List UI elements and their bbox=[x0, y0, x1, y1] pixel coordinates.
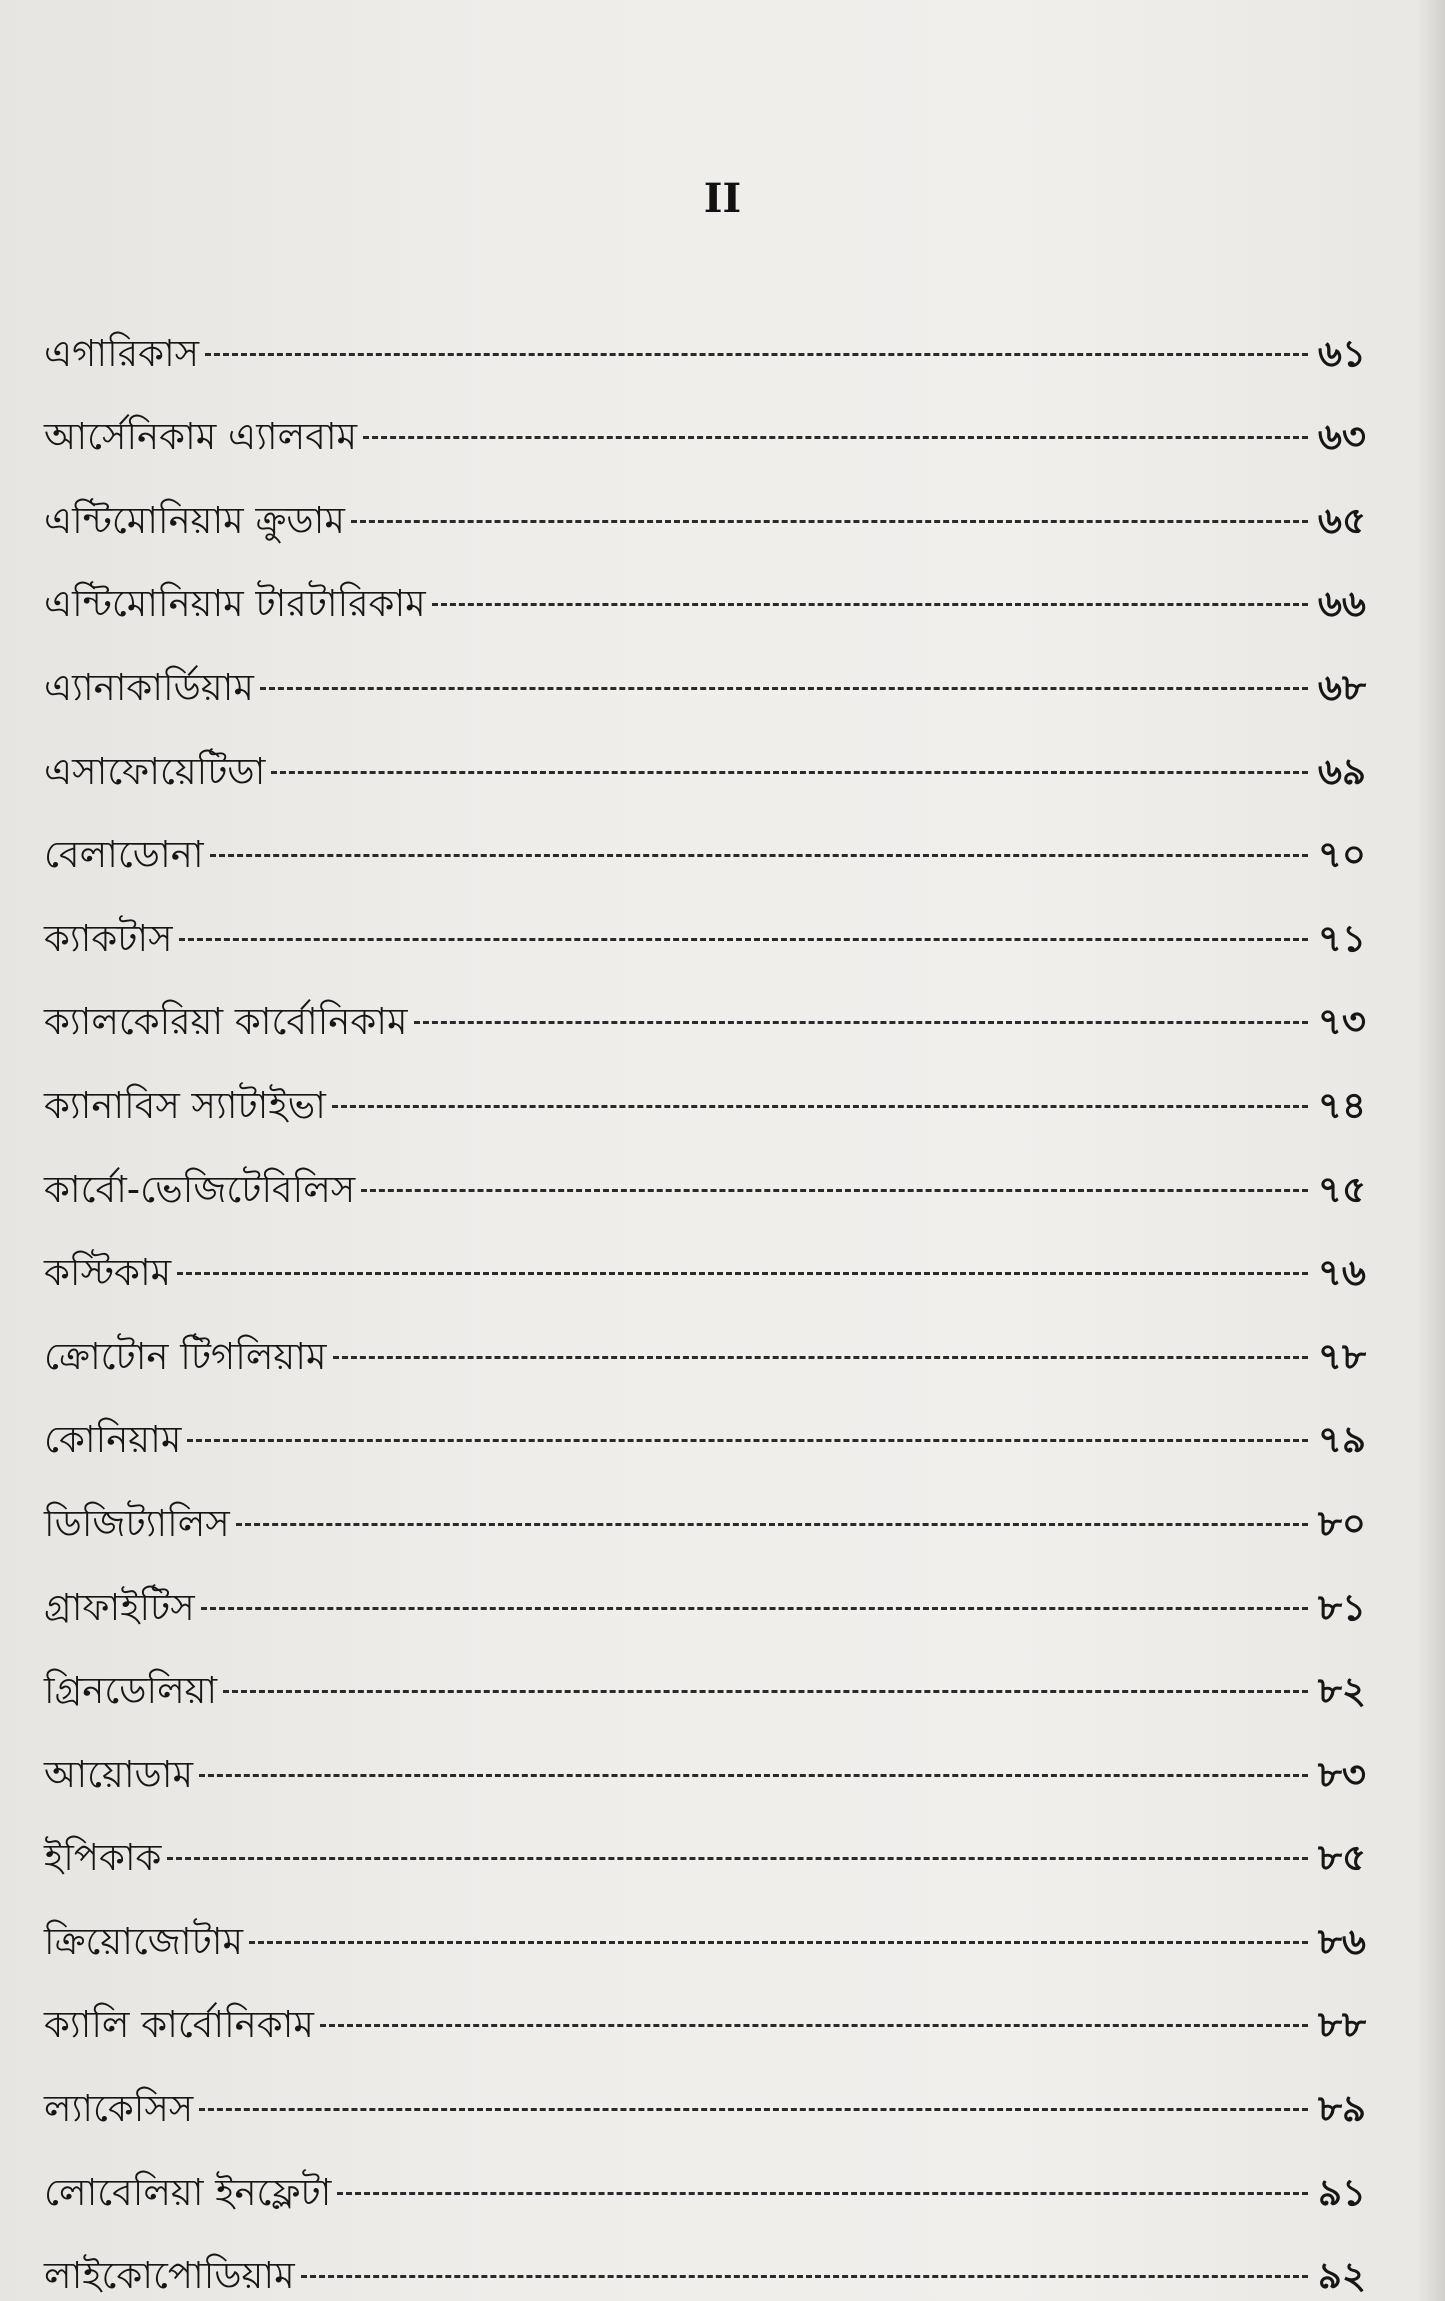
toc-entry-page: ৮৯ bbox=[1317, 2087, 1366, 2131]
toc-entry-title: আয়োডাম bbox=[44, 1752, 194, 1796]
toc-entry bbox=[44, 961, 1366, 1045]
toc-entry bbox=[44, 292, 1366, 376]
toc-entry bbox=[44, 2047, 1366, 2131]
dot-leader bbox=[187, 1439, 1308, 1442]
toc-entry-title: কোনিয়াম bbox=[44, 1418, 182, 1462]
toc-entry-title: ক্যাকটাস bbox=[44, 916, 173, 960]
dot-leader bbox=[271, 771, 1308, 774]
toc-entry bbox=[44, 1212, 1366, 1296]
toc-entry-title: লাইকোপোডিয়াম bbox=[44, 2254, 295, 2298]
dot-leader bbox=[351, 520, 1308, 523]
toc-entry bbox=[44, 626, 1366, 710]
toc-entry-title: কস্টিকাম bbox=[44, 1251, 172, 1295]
dot-leader bbox=[199, 2108, 1308, 2111]
toc-entry-title: ল্যাকেসিস bbox=[44, 2087, 194, 2131]
toc-entry-page: ৭৫ bbox=[1317, 1167, 1366, 1211]
dot-leader bbox=[432, 603, 1308, 606]
toc-entry-title: ক্যানাবিস স্যাটাইভা bbox=[44, 1083, 326, 1127]
dot-leader bbox=[337, 2192, 1308, 2195]
toc-entry bbox=[44, 2215, 1366, 2299]
toc-entry bbox=[44, 1128, 1366, 1212]
dot-leader bbox=[333, 1356, 1308, 1359]
toc-entry bbox=[44, 1462, 1366, 1546]
dot-leader bbox=[363, 436, 1308, 439]
toc-entry bbox=[44, 710, 1366, 794]
toc-entry-page: ৯১ bbox=[1317, 2170, 1366, 2214]
toc-entry-title: ডিজিট্যালিস bbox=[44, 1501, 230, 1545]
table-of-contents bbox=[44, 292, 1366, 2298]
toc-entry bbox=[44, 1044, 1366, 1128]
dot-leader bbox=[332, 1105, 1308, 1108]
toc-entry-page: ৬৩ bbox=[1317, 415, 1366, 459]
toc-entry-page: ৬১ bbox=[1317, 331, 1366, 375]
toc-entry-page: ৬৬ bbox=[1317, 582, 1366, 626]
toc-entry bbox=[44, 459, 1366, 543]
toc-entry-page: ৭৮ bbox=[1317, 1334, 1366, 1378]
dot-leader bbox=[320, 2024, 1308, 2027]
dot-leader bbox=[249, 1941, 1308, 1944]
toc-entry bbox=[44, 1379, 1366, 1463]
toc-entry-page: ৬৯ bbox=[1317, 749, 1366, 793]
toc-entry-page: ৭৯ bbox=[1317, 1418, 1366, 1462]
dot-leader bbox=[205, 353, 1308, 356]
dot-leader bbox=[223, 1690, 1308, 1693]
toc-entry-title: এন্টিমোনিয়াম ক্রুডাম bbox=[44, 498, 345, 542]
toc-entry-page: ৮৩ bbox=[1317, 1752, 1366, 1796]
toc-entry bbox=[44, 1295, 1366, 1379]
dot-leader bbox=[199, 1774, 1308, 1777]
toc-entry bbox=[44, 1713, 1366, 1797]
toc-entry bbox=[44, 2131, 1366, 2215]
toc-entry-title: লোবেলিয়া ইনফ্লেটা bbox=[44, 2170, 332, 2214]
toc-entry-title: গ্রাফাইটিস bbox=[44, 1585, 195, 1629]
toc-entry bbox=[44, 543, 1366, 627]
dot-leader bbox=[414, 1021, 1308, 1024]
toc-entry-title: এসাফোয়েটিডা bbox=[44, 749, 266, 793]
toc-entry-page: ৮১ bbox=[1317, 1585, 1366, 1629]
dot-leader bbox=[201, 1607, 1308, 1610]
toc-entry-page: ৯২ bbox=[1317, 2254, 1366, 2298]
toc-entry-title: এগারিকাস bbox=[44, 331, 200, 375]
toc-entry-page: ৭১ bbox=[1317, 916, 1366, 960]
toc-entry-page: ৮২ bbox=[1317, 1669, 1366, 1713]
dot-leader bbox=[260, 687, 1308, 690]
toc-entry bbox=[44, 1630, 1366, 1714]
toc-entry bbox=[44, 794, 1366, 878]
toc-entry bbox=[44, 376, 1366, 460]
dot-leader bbox=[361, 1189, 1308, 1192]
toc-entry-page: ৭৩ bbox=[1317, 1000, 1366, 1044]
toc-entry bbox=[44, 1797, 1366, 1881]
toc-entry-page: ৮০ bbox=[1317, 1501, 1366, 1545]
toc-entry-title: ইপিকাক bbox=[44, 1836, 162, 1880]
toc-entry-title: আর্সেনিকাম এ্যালবাম bbox=[44, 415, 358, 459]
toc-entry-page: ৬৫ bbox=[1317, 498, 1366, 542]
toc-entry-page: ৮৬ bbox=[1317, 1919, 1366, 1963]
toc-entry-title: ক্রোটোন টিগলিয়াম bbox=[44, 1334, 327, 1378]
toc-entry-page: ৮৮ bbox=[1317, 2003, 1366, 2047]
toc-entry-page: ৭০ bbox=[1317, 833, 1366, 877]
dot-leader bbox=[177, 1272, 1308, 1275]
dot-leader bbox=[167, 1857, 1308, 1860]
dot-leader bbox=[210, 854, 1308, 857]
toc-entry-title: ক্যালি কার্বোনিকাম bbox=[44, 2003, 314, 2047]
toc-entry-title: গ্রিনডেলিয়া bbox=[44, 1669, 218, 1713]
page-shadow bbox=[1417, 0, 1445, 2301]
dot-leader bbox=[301, 2275, 1308, 2278]
toc-entry bbox=[44, 1546, 1366, 1630]
section-numeral: II bbox=[703, 175, 742, 222]
toc-entry-title: ক্যালকেরিয়া কার্বোনিকাম bbox=[44, 1000, 408, 1044]
dot-leader bbox=[179, 938, 1308, 941]
toc-entry-title: এ্যানাকার্ডিয়াম bbox=[44, 665, 254, 709]
toc-entry bbox=[44, 1880, 1366, 1964]
toc-entry bbox=[44, 1964, 1366, 2048]
dot-leader bbox=[236, 1523, 1308, 1526]
toc-entry-title: কার্বো-ভেজিটেবিলিস bbox=[44, 1167, 356, 1211]
toc-entry-page: ৬৮ bbox=[1317, 665, 1366, 709]
toc-entry-title: এন্টিমোনিয়াম টারটারিকাম bbox=[44, 582, 426, 626]
toc-entry-page: ৮৫ bbox=[1317, 1836, 1366, 1880]
toc-entry-page: ৭৬ bbox=[1317, 1251, 1366, 1295]
toc-entry-title: ক্রিয়োজোটাম bbox=[44, 1919, 244, 1963]
toc-entry bbox=[44, 877, 1366, 961]
toc-entry-title: বেলাডোনা bbox=[44, 833, 204, 877]
toc-entry-page: ৭৪ bbox=[1317, 1083, 1366, 1127]
